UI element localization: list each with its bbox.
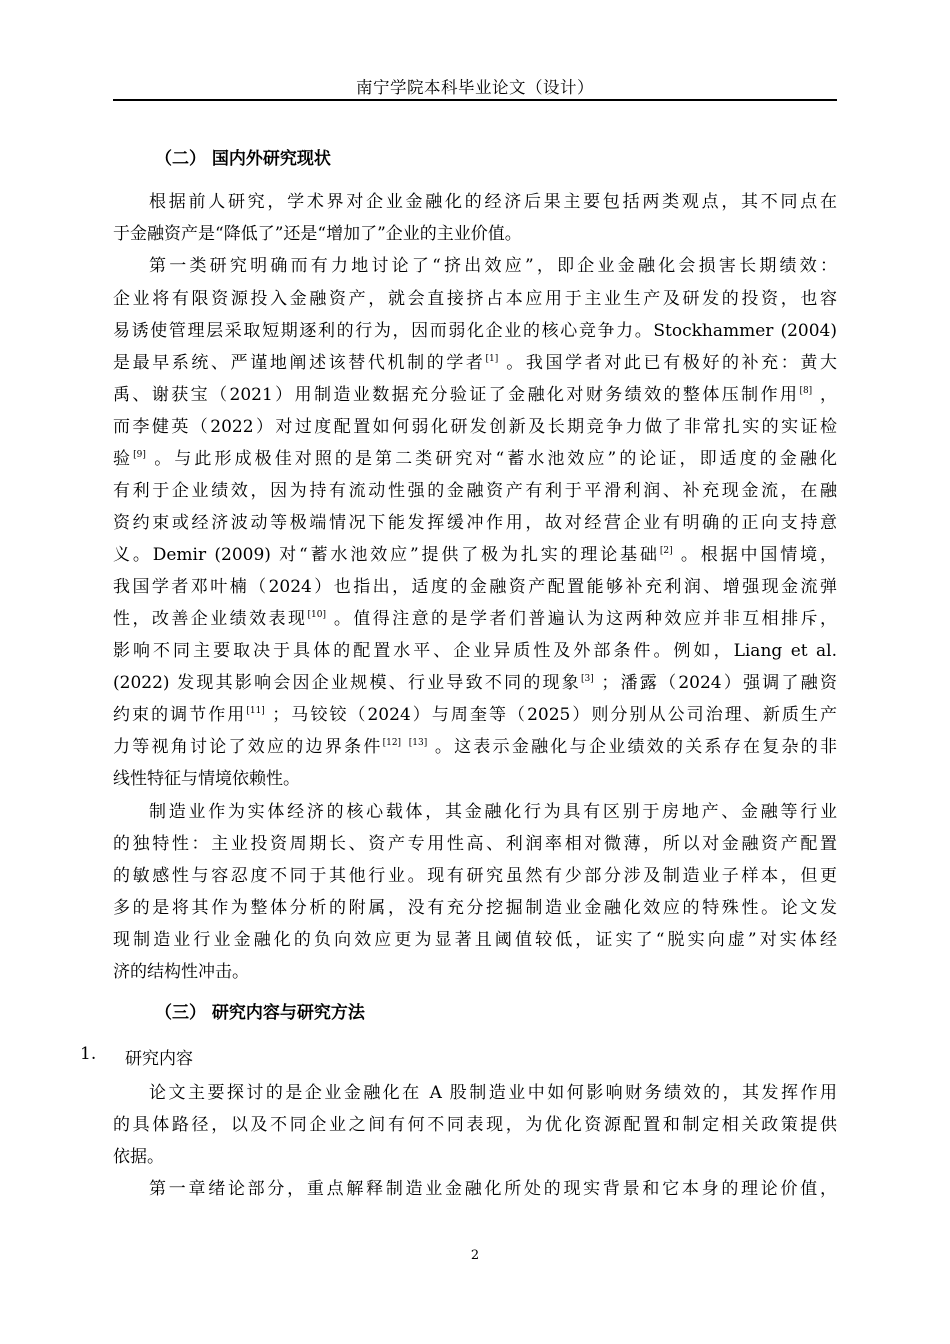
paragraph-line: 的具体路径，以及不同企业之间有何不同表现，为优化资源配置和制定相关政策提供: [113, 1115, 837, 1135]
paragraph-line: 力等视角讨论了效应的边界条件[12] [13] 。这表示金融化与企业绩效的关系存在复杂的非: [113, 737, 838, 757]
paragraph-line: 于金融资产是“降低了”还是“增加了”企业的主业价值。: [113, 224, 522, 244]
paragraph-line: 有利于企业绩效，因为持有流动性强的金融资产有利于平滑利润、补充现金流，在融: [113, 481, 837, 501]
citation: [12]: [382, 738, 402, 748]
paragraph-line: 根据前人研究，学术界对企业金融化的经济后果主要包括两类观点，其不同点在: [149, 192, 837, 212]
citation: [10]: [307, 610, 326, 620]
paragraph-line: 是最早系统、严谨地阐述该替代机制的学者[1] 。我国学者对此已有极好的补充：黄大: [113, 353, 837, 373]
paragraph-line: 而李健英（2022）对过度配置如何弱化研发创新及长期竞争力做了非常扎实的实证检: [113, 417, 837, 437]
citation: [9]: [133, 450, 146, 460]
paragraph-line: 验[9] 。与此形成极佳对照的是第二类研究对“蓄水池效应”的论证，即适度的金融化: [113, 449, 837, 469]
paragraph-line: 线性特征与情境依赖性。: [113, 769, 300, 789]
paragraph-line: 资约束或经济波动等极端情况下能发挥缓冲作用，故对经营企业有明确的正向支持意: [113, 513, 837, 533]
citation: [13]: [408, 738, 428, 748]
page-header-title: 南宁学院本科毕业论文（设计）: [356, 78, 594, 97]
paragraph-line: 第一章绪论部分，重点解释制造业金融化所处的现实背景和它本身的理论价值，: [149, 1179, 837, 1199]
section-heading-research-status: （二） 国内外研究现状: [155, 149, 331, 169]
citation: [2]: [659, 546, 673, 556]
paragraph-line: 我国学者邓叶楠（2024）也指出，适度的金融资产配置能够补充利润、增强现金流弹: [113, 577, 837, 597]
paragraph-line: (2022) 发现其影响会因企业规模、行业导致不同的现象[3] ；潘露（2024）强调了融资: [113, 673, 837, 693]
paragraph-line: 企业将有限资源投入金融资产，就会直接挤占本应用于主业生产及研发的投资，也容: [113, 289, 837, 309]
list-number: 1.: [80, 1044, 97, 1064]
paragraph-line: 性，改善企业绩效表现[10] 。值得注意的是学者们普遍认为这两种效应并非互相排斥，: [113, 609, 838, 629]
paragraph-line: 的敏感性与容忍度不同于其他行业。现有研究虽然有少部分涉及制造业子样本，但更: [113, 866, 837, 886]
header-rule: [113, 99, 837, 101]
paragraph-line: 义。Demir (2009) 对“蓄水池效应”提供了极为扎实的理论基础[2] 。根据中国情境，: [113, 545, 837, 565]
citation: [3]: [581, 674, 594, 684]
paragraph-line: 禹、谢获宝（2021）用制造业数据充分验证了金融化对财务绩效的整体压制作用[8] ，: [113, 385, 838, 405]
paragraph-line: 易诱使管理层采取短期逐利的行为，因而弱化企业的核心竞争力。Stockhammer (2004): [113, 321, 837, 341]
paragraph-line: 济的结构性冲击。: [113, 962, 249, 982]
citation: [11]: [246, 706, 265, 716]
citation: [8]: [799, 386, 813, 396]
paragraph-line: 论文主要探讨的是企业金融化在 A 股制造业中如何影响财务绩效的，其发挥作用: [149, 1083, 837, 1103]
paragraph-line: 第一类研究明确而有力地讨论了“挤出效应”，即企业金融化会损害长期绩效：: [149, 256, 837, 276]
list-item-label: 研究内容: [125, 1049, 193, 1069]
paragraph-line: 现制造业行业金融化的负向效应更为显著且阈值较低，证实了“脱实向虚”对实体经: [113, 930, 837, 950]
paragraph-line: 约束的调节作用[11] ；马铰铰（2024）与周奎等（2025）则分别从公司治理、新质生产: [113, 705, 837, 725]
section-heading-research-content: （三） 研究内容与研究方法: [155, 1003, 365, 1023]
paragraph-line: 影响不同主要取决于具体的配置水平、企业异质性及外部条件。例如，Liang et al.: [113, 641, 837, 661]
paragraph-line: 依据。: [113, 1147, 164, 1167]
citation: [1]: [485, 354, 499, 364]
paragraph-line: 的独特性：主业投资周期长、资产专用性高、利润率相对微薄，所以对金融资产配置: [113, 834, 837, 854]
paragraph-line: 多的是将其作为整体分析的附属，没有充分挖掘制造业金融化效应的特殊性。论文发: [113, 898, 837, 918]
page-number: 2: [470, 1248, 480, 1263]
paragraph-line: 制造业作为实体经济的核心载体，其金融化行为具有区别于房地产、金融等行业: [149, 802, 837, 822]
